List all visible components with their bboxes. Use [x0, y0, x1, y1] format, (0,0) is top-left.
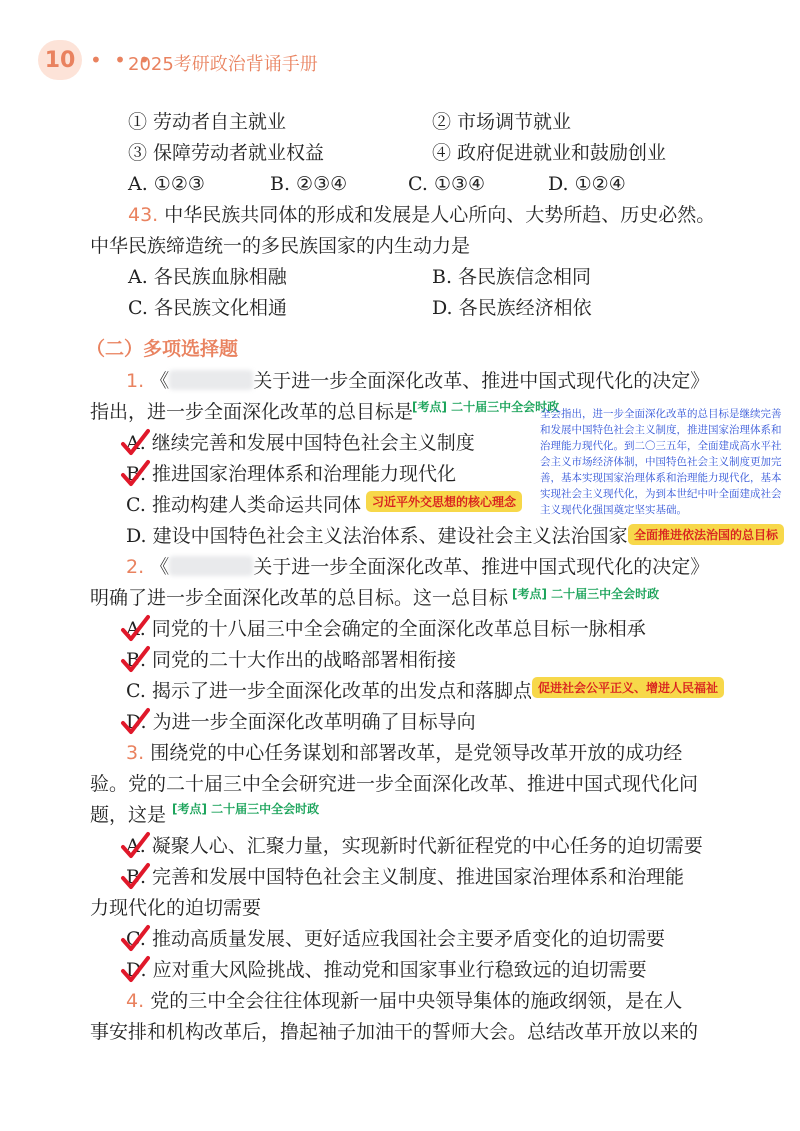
m3-option-a: A. 凝聚人心、汇聚力量，实现新时代新征程党的中心任务的迫切需要 — [126, 835, 703, 857]
q43-stem-1: 中华民族共同体的形成和发展是人心所向、大势所趋、历史必然。 — [164, 204, 716, 226]
q42-option-c: C. ①③④ — [408, 173, 486, 195]
m3-option-b-1: B. 完善和发展中国特色社会主义制度、推进国家治理体系和治理能 — [126, 866, 685, 888]
m1-option-a: A. 继续完善和发展中国特色社会主义制度 — [126, 432, 475, 454]
m1-stem-2: 指出，进一步全面深化改革的总目标是 — [90, 401, 414, 423]
q43-option-a: A. 各民族血脉相融 — [128, 266, 287, 288]
m2-stem-2: 明确了进一步全面深化改革的总目标。这一总目标 — [90, 587, 509, 609]
m1-number: 1. — [126, 370, 145, 392]
m1-option-d: D. 建设中国特色社会主义法治体系、建设社会主义法治国家 — [126, 525, 628, 547]
m3-stem-1: 围绕党的中心任务谋划和部署改革，是党领导改革开放的成功经 — [150, 742, 683, 764]
header-dots: • • • — [90, 48, 154, 72]
check-mark-icon — [120, 645, 150, 675]
m3-number: 3. — [126, 742, 145, 764]
check-mark-icon — [120, 862, 150, 892]
m1-line-1 — [126, 369, 709, 393]
m2-redacted-text — [169, 556, 253, 576]
q42-item-1: ① 劳动者自主就业 — [128, 111, 287, 133]
m3-option-c: C. 推动高质量发展、更好适应我国社会主要矛盾变化的迫切需要 — [126, 928, 665, 950]
m4-stem-1: 党的三中全会往往体现新一届中央领导集体的施政纲领，是在人 — [150, 990, 683, 1012]
m1-option-c-highlight: 习近平外交思想的核心理念 — [366, 491, 522, 512]
check-mark-icon — [120, 614, 150, 644]
m2-line-1 — [126, 555, 709, 579]
q42-item-4: ④ 政府促进就业和鼓励创业 — [432, 142, 667, 164]
m1-handwritten-note: 全会指出，进一步全面深化改革的总目标是继续完善和发展中国特色社会主义制度，推进国家治理体系和治理能力现代化。到二〇三五年，全面建成高水平社会主义市场经济体制，中国特色社会主义制度更加完善，基本实现国家治理体系和治理能力现代化，基本实现社会主义现代化，为到本世纪中叶全面建成社会主义现代化强国奠定坚实基础。 — [540, 408, 782, 516]
m1-open-quote: 《 — [150, 370, 170, 392]
check-mark-icon — [120, 831, 150, 861]
q43-option-c: C. 各民族文化相通 — [128, 297, 287, 319]
m2-option-c-highlight: 促进社会公平正义、增进人民福祉 — [532, 677, 724, 698]
m2-option-b: B. 同党的二十大作出的战略部署相衔接 — [126, 649, 457, 671]
m3-option-b-2: 力现代化的迫切需要 — [90, 897, 262, 919]
section-title: （二）多项选择题 — [86, 338, 239, 360]
check-mark-icon — [120, 955, 150, 985]
m2-option-c: C. 揭示了进一步全面深化改革的出发点和落脚点 — [126, 680, 532, 702]
q43-number: 43. — [128, 204, 159, 226]
m3-stem-2: 验。党的二十届三中全会研究进一步全面深化改革、推进中国式现代化问 — [90, 773, 699, 795]
check-mark-icon — [120, 924, 150, 954]
q42-item-2: ② 市场调节就业 — [432, 111, 572, 133]
m2-exam-tag: [考点] 二十届三中全会时政 — [512, 587, 660, 601]
m1-option-d-highlight: 全面推进依法治国的总目标 — [628, 524, 784, 545]
check-mark-icon — [120, 459, 150, 489]
m1-option-b: B. 推进国家治理体系和治理能力现代化 — [126, 463, 457, 485]
q43-option-d: D. 各民族经济相依 — [432, 297, 592, 319]
m2-number: 2. — [126, 556, 145, 578]
m1-option-c: C. 推动构建人类命运共同体 — [126, 494, 361, 516]
check-mark-icon — [120, 707, 150, 737]
q43-option-b: B. 各民族信念相同 — [432, 266, 592, 288]
q42-option-d: D. ①②④ — [548, 173, 626, 195]
m3-line-1 — [126, 741, 682, 765]
page-number: 10 — [38, 40, 82, 80]
m4-line-1 — [126, 989, 682, 1013]
m2-open-quote: 《 — [150, 556, 170, 578]
m3-option-d: D. 应对重大风险挑战、推动党和国家事业行稳致远的迫切需要 — [126, 959, 647, 981]
m1-exam-tag: [考点] 二十届三中全会时政 — [412, 400, 560, 414]
m2-stem-1: 关于进一步全面深化改革、推进中国式现代化的决定》 — [253, 556, 710, 578]
q43-stem-2: 中华民族缔造统一的多民族国家的内生动力是 — [90, 235, 471, 257]
check-mark-icon — [120, 428, 150, 458]
q42-option-b: B. ②③④ — [270, 173, 348, 195]
m3-stem-3: 题，这是 — [90, 804, 167, 826]
m2-option-d: D. 为进一步全面深化改革明确了目标导向 — [126, 711, 476, 733]
m1-stem-1: 关于进一步全面深化改革、推进中国式现代化的决定》 — [253, 370, 710, 392]
m2-option-a: A. 同党的十八届三中全会确定的全面深化改革总目标一脉相承 — [126, 618, 646, 640]
m4-stem-2: 事安排和机构改革后，撸起袖子加油干的誓师大会。总结改革开放以来的 — [90, 1021, 699, 1043]
q42-item-3: ③ 保障劳动者就业权益 — [128, 142, 325, 164]
m1-redacted-text — [169, 370, 253, 390]
book-title: 2025考研政治背诵手册 — [128, 54, 318, 75]
m4-number: 4. — [126, 990, 145, 1012]
q42-option-a: A. ①②③ — [128, 173, 205, 195]
m3-exam-tag: [考点] 二十届三中全会时政 — [172, 802, 320, 816]
q43-line-1 — [128, 203, 715, 227]
